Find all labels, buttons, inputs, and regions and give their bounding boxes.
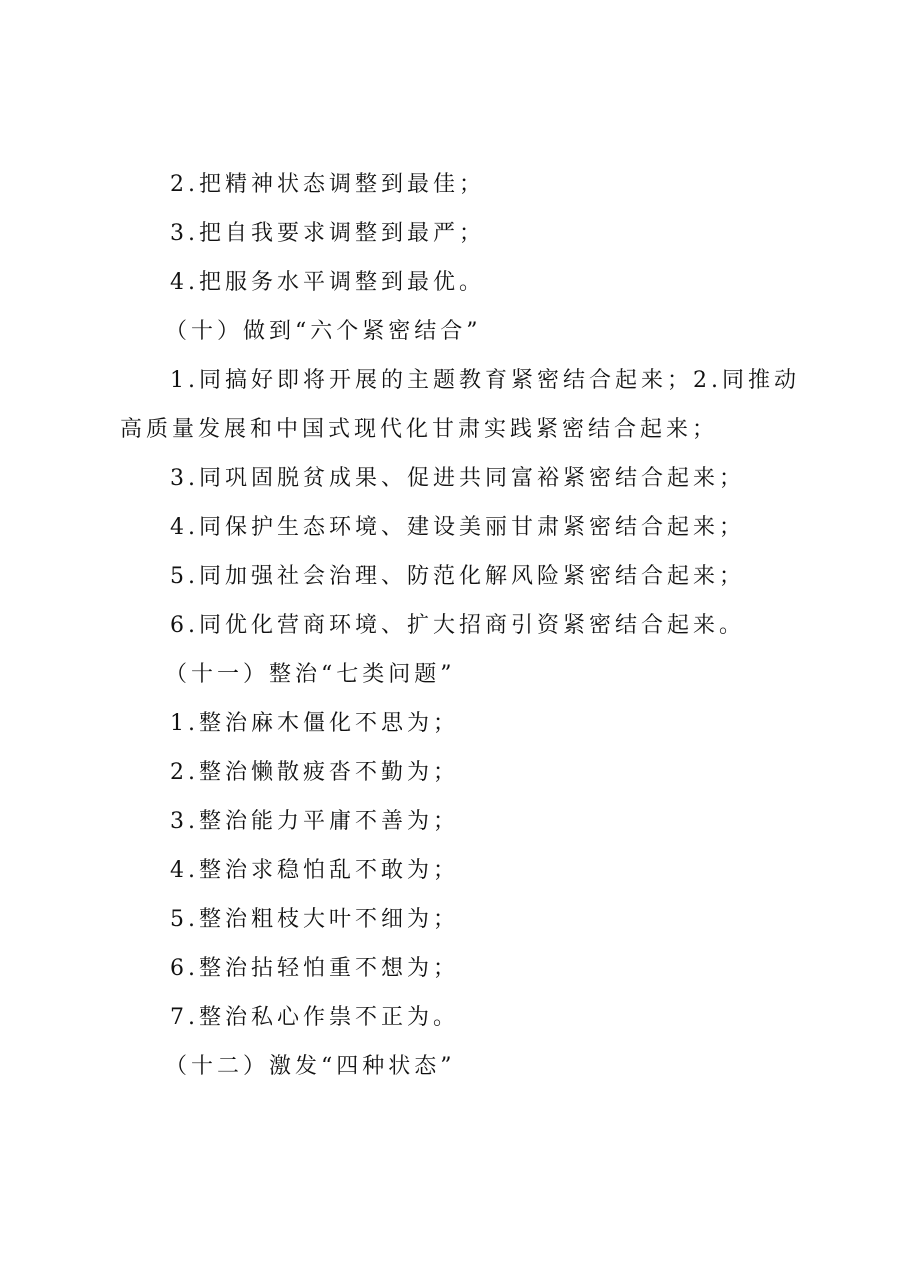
list-item: 4.整治求稳怕乱不敢为； [170,858,459,883]
list-item: 6.同优化营商环境、扩大招商引资紧密结合起来。 [170,613,745,638]
list-item: 5.整治粗枝大叶不细为； [170,907,459,932]
list-item: 7.整治私心作祟不正为。 [170,1005,459,1030]
list-item: 1.同搞好即将开展的主题教育紧密结合起来；2.同推动高质量发展和中国式现代化甘肃实践紧密结合起来； [120,368,800,442]
list-item: 4.同保护生态环境、建设美丽甘肃紧密结合起来； [170,515,745,540]
section-heading: （十二）激发“四种状态” [165,1054,456,1079]
document-body [120,160,800,1091]
list-item: 3.把自我要求调整到最严； [170,221,485,246]
list-item: 2.把精神状态调整到最佳； [170,172,485,197]
list-item: 5.同加强社会治理、防范化解风险紧密结合起来； [170,564,745,589]
list-item: 2.整治懒散疲沓不勤为； [170,760,459,785]
list-item: 3.同巩固脱贫成果、促进共同富裕紧密结合起来； [170,466,745,491]
section-heading: （十一）整治“七类问题” [165,662,456,687]
list-item: 3.整治能力平庸不善为； [170,809,459,834]
list-item: 6.整治拈轻怕重不想为； [170,956,459,981]
list-item: 4.把服务水平调整到最优。 [170,270,485,295]
section-heading: （十）做到“六个紧密结合” [165,319,482,344]
list-item: 1.整治麻木僵化不思为； [170,711,459,736]
